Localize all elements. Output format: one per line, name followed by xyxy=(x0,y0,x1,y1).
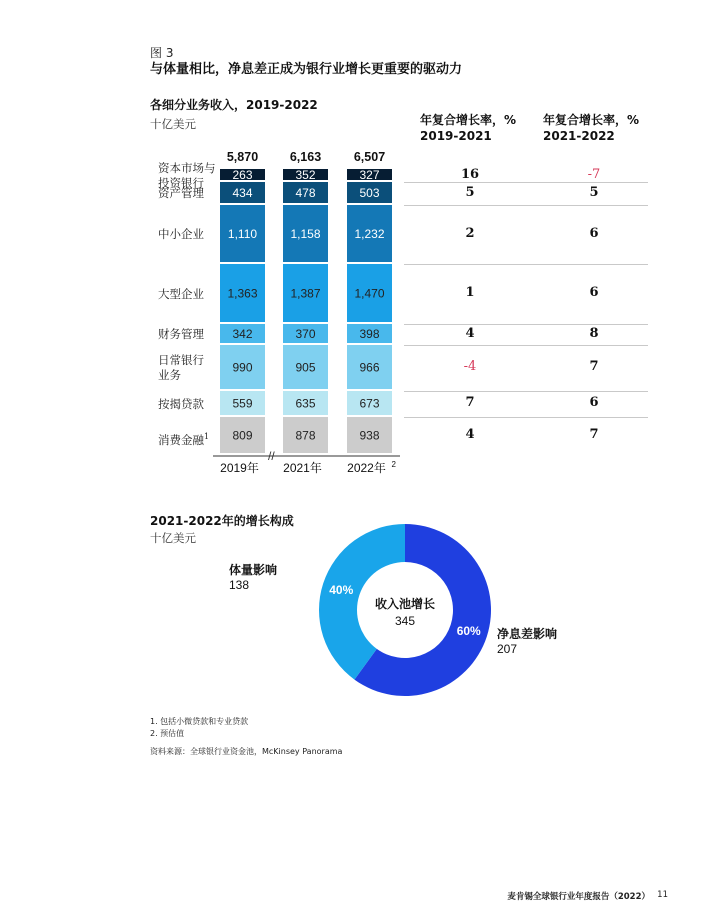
data-label-按揭贷款-2021年: 635 xyxy=(295,396,316,411)
cagr-value-cagr-2019-2021: 5 xyxy=(465,184,475,200)
total-label-2019年: 5,870 xyxy=(226,150,259,164)
source-note: 资料来源：全球银行业资金池，McKinsey Panorama xyxy=(150,747,343,756)
cagr-value-cagr-2019-2021: -4 xyxy=(463,359,477,374)
donut-center-value: 345 xyxy=(394,614,416,628)
label-superscript: 1 xyxy=(204,431,210,441)
donut-chart xyxy=(0,500,710,710)
data-label-资本市场与投资银行-2021年: 352 xyxy=(295,168,316,182)
cagr-header-2021-2022-line2: 2021-2022 xyxy=(543,129,615,143)
donut-center-label: 收入池增长 xyxy=(374,597,436,611)
cagr-row-divider xyxy=(404,391,648,392)
cagr-value-cagr-2021-2022: 6 xyxy=(589,285,599,300)
donut-slice-value-体量影响: 138 xyxy=(229,578,250,592)
footnote-2: 2. 预估值 xyxy=(150,729,185,738)
category-row-label-line: 中小企业 xyxy=(158,227,204,241)
data-label-按揭贷款-2022年: 673 xyxy=(359,396,380,411)
cagr-row-divider xyxy=(404,345,648,346)
cagr-value-cagr-2021-2022: -7 xyxy=(587,166,601,182)
data-label-按揭贷款-2019年: 559 xyxy=(232,396,253,411)
category-row-label-line: 资产管理 xyxy=(158,186,204,200)
data-label-中小企业-2021年: 1,158 xyxy=(290,227,321,241)
data-label-日常银行业务-2022年: 966 xyxy=(359,360,380,375)
category-row-label-line: 日常银行 xyxy=(158,353,204,367)
category-row-label-line: 财务管理 xyxy=(158,327,204,341)
category-row-label-line: 业务 xyxy=(158,368,181,382)
category-label-2019年: 2019年 xyxy=(220,461,259,475)
category-row-label-按揭贷款 xyxy=(158,397,204,412)
cagr-value-cagr-2021-2022: 6 xyxy=(589,225,599,241)
cagr-header-2019-2021-line1: 年复合增长率，% xyxy=(420,113,517,127)
data-label-财务管理-2022年: 398 xyxy=(359,327,380,341)
total-label-2021年: 6,163 xyxy=(289,150,322,164)
cagr-value-cagr-2019-2021: 16 xyxy=(460,166,480,182)
figure-title: 与体量相比，净息差正成为银行业增长更重要的驱动力 xyxy=(150,62,463,77)
data-label-财务管理-2019年: 342 xyxy=(232,327,253,341)
figure-label: 图 3 xyxy=(150,46,174,60)
cagr-value-cagr-2019-2021: 7 xyxy=(465,395,475,410)
footnote-1: 1. 包括小微贷款和专业贷款 xyxy=(150,717,249,726)
category-row-label-line: 按揭贷款 xyxy=(158,396,204,411)
cagr-header-2021-2022-line1: 年复合增长率，% xyxy=(543,113,640,127)
category-row-label-中小企业 xyxy=(158,227,204,242)
data-label-中小企业-2022年: 1,232 xyxy=(354,227,385,241)
bar-chart-title: 各细分业务收入，2019-2022 xyxy=(150,98,318,112)
page-footer: 麦肯锡全球银行业年度报告（2022） xyxy=(507,892,650,902)
category-label-2022年: 2022年 xyxy=(347,461,386,475)
axis-break-mark: // xyxy=(268,449,275,463)
data-label-大型企业-2019年: 1,363 xyxy=(227,286,258,301)
category-row-label-line: 大型企业 xyxy=(158,286,204,301)
category-row-label-line: 消费金融$^1$ xyxy=(158,431,210,447)
category-label-2021年: 2021年 xyxy=(283,461,322,475)
category-superscript-2022年: 2 xyxy=(391,460,396,469)
category-row-label-line: 资本市场与 xyxy=(158,160,216,175)
data-label-大型企业-2022年: 1,470 xyxy=(354,286,385,301)
cagr-row-divider xyxy=(404,264,648,265)
donut-percent-label-净息差影响: 60% xyxy=(456,624,481,639)
donut-percent-label-体量影响: 40% xyxy=(329,582,354,597)
cagr-value-cagr-2019-2021: 4 xyxy=(465,325,475,341)
cagr-value-cagr-2019-2021: 2 xyxy=(465,225,475,241)
data-label-资本市场与投资银行-2022年: 327 xyxy=(359,168,380,182)
donut-slice-value-净息差影响: 207 xyxy=(497,642,518,656)
cagr-value-cagr-2019-2021: 4 xyxy=(465,427,475,442)
category-row-label-日常银行业务 xyxy=(158,353,204,383)
data-label-资本市场与投资银行-2019年: 263 xyxy=(232,168,253,182)
category-row-label-大型企业 xyxy=(158,287,204,302)
data-label-消费金融-2019年: 809 xyxy=(232,428,253,443)
data-label-资产管理-2022年: 503 xyxy=(359,186,380,200)
data-label-消费金融-2022年: 938 xyxy=(359,428,380,443)
category-row-label-财务管理 xyxy=(158,327,204,342)
cagr-value-cagr-2021-2022: 6 xyxy=(589,395,599,410)
cagr-value-cagr-2021-2022: 8 xyxy=(589,325,599,341)
category-row-label-资产管理 xyxy=(158,186,204,201)
data-label-消费金融-2021年: 878 xyxy=(295,428,316,443)
page-number: 11 xyxy=(657,890,668,900)
cagr-row-divider xyxy=(404,417,648,418)
cagr-value-cagr-2021-2022: 7 xyxy=(589,359,599,374)
donut-slice-name-体量影响: 体量影响 xyxy=(229,563,278,577)
donut-slice-name-净息差影响: 净息差影响 xyxy=(497,627,558,641)
data-label-日常银行业务-2021年: 905 xyxy=(295,360,316,375)
cagr-row-divider xyxy=(404,205,648,206)
category-row-label-line: 投资银行 xyxy=(158,175,204,190)
cagr-value-cagr-2019-2021: 1 xyxy=(465,285,475,300)
cagr-value-cagr-2021-2022: 7 xyxy=(589,427,599,442)
donut-chart-title: 2021-2022年的增长构成 xyxy=(150,514,294,528)
cagr-header-2019-2021-line2: 2019-2021 xyxy=(420,129,492,143)
data-label-大型企业-2021年: 1,387 xyxy=(290,286,321,301)
data-label-中小企业-2019年: 1,110 xyxy=(227,227,258,241)
data-label-日常银行业务-2019年: 990 xyxy=(232,360,253,375)
category-row-label-消费金融 xyxy=(158,429,209,448)
data-label-资产管理-2021年: 478 xyxy=(295,186,316,200)
data-label-财务管理-2021年: 370 xyxy=(295,327,316,341)
cagr-value-cagr-2021-2022: 5 xyxy=(589,184,599,200)
total-label-2022年: 6,507 xyxy=(353,150,386,164)
data-label-资产管理-2019年: 434 xyxy=(232,186,253,200)
cagr-row-divider xyxy=(404,182,648,183)
bar-chart-unit: 十亿美元 xyxy=(150,117,196,131)
donut-chart-unit: 十亿美元 xyxy=(150,531,196,545)
